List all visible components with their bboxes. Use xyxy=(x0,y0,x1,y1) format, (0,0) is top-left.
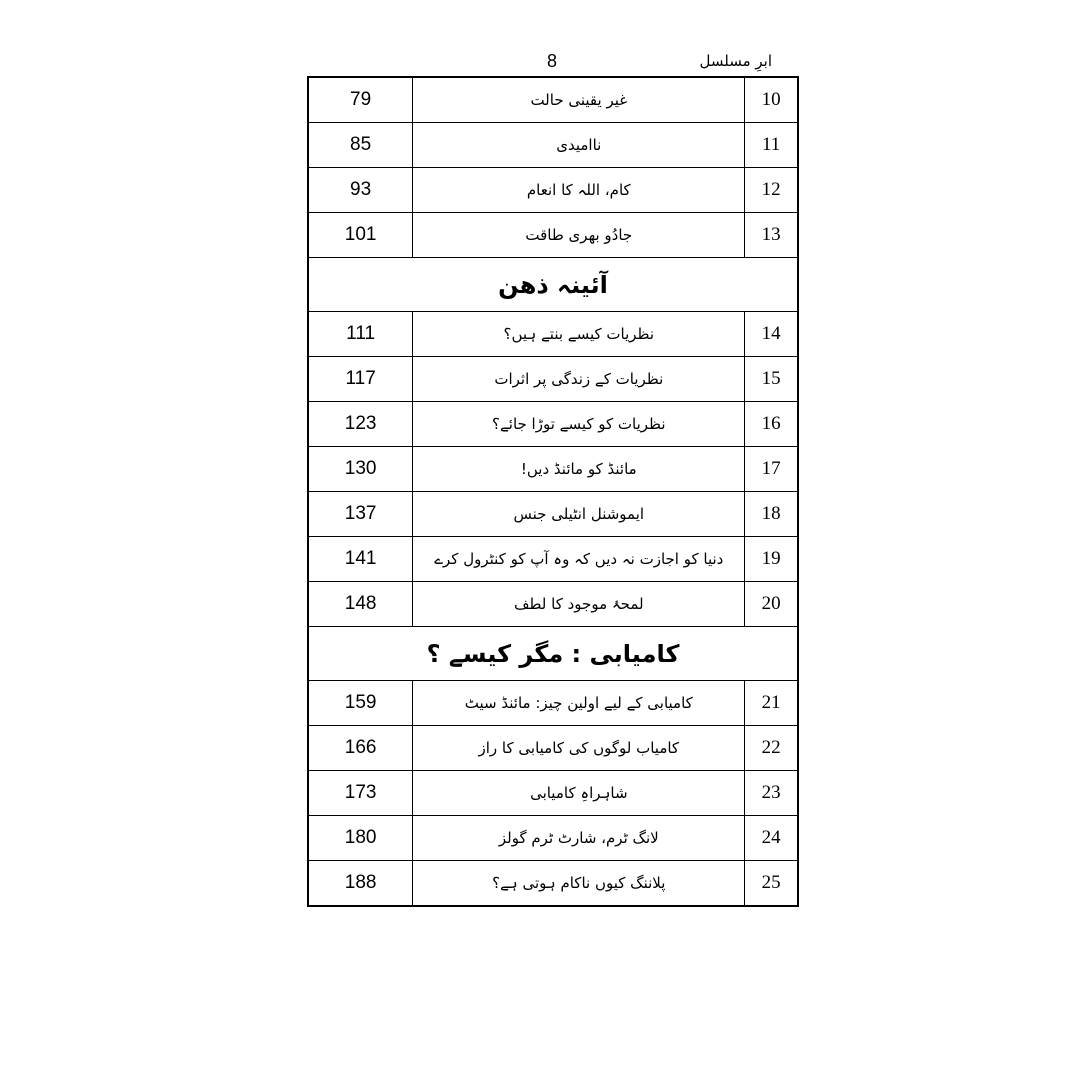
toc-chapter-title: کامیاب لوگوں کی کامیابی کا راز xyxy=(413,726,745,771)
toc-chapter-title: نظریات کے زندگی پر اثرات xyxy=(413,357,745,402)
toc-chapter-number: 19 xyxy=(745,537,798,582)
toc-row xyxy=(308,582,798,627)
toc-chapter-number: 20 xyxy=(745,582,798,627)
toc-page-number: 159 xyxy=(308,681,413,726)
toc-page-number: 137 xyxy=(308,492,413,537)
toc-page-number: 166 xyxy=(308,726,413,771)
section-heading: آئینہ ذھن xyxy=(308,258,798,312)
toc-chapter-number: 14 xyxy=(745,312,798,357)
section-heading-row xyxy=(308,627,798,681)
toc-row xyxy=(308,213,798,258)
book-title: ابرِ مسلسل xyxy=(699,52,772,70)
toc-row xyxy=(308,492,798,537)
toc-chapter-title: مائنڈ کو مائنڈ دیں! xyxy=(413,447,745,492)
toc-page-number: 180 xyxy=(308,816,413,861)
toc-chapter-number: 18 xyxy=(745,492,798,537)
toc-row xyxy=(308,537,798,582)
toc-page-number: 141 xyxy=(308,537,413,582)
section-heading: کامیابی : مگر کیسے ؟ xyxy=(308,627,798,681)
toc-row xyxy=(308,771,798,816)
toc-chapter-number: 15 xyxy=(745,357,798,402)
page-header xyxy=(307,50,798,76)
toc-row xyxy=(308,447,798,492)
toc-chapter-number: 17 xyxy=(745,447,798,492)
toc-page-number: 85 xyxy=(308,123,413,168)
toc-page-number: 101 xyxy=(308,213,413,258)
toc-chapter-number: 16 xyxy=(745,402,798,447)
toc-row xyxy=(308,312,798,357)
toc-chapter-number: 12 xyxy=(745,168,798,213)
toc-chapter-title: غیر یقینی حالت xyxy=(413,77,745,123)
toc-page-number: 148 xyxy=(308,582,413,627)
toc-row xyxy=(308,681,798,726)
toc-chapter-title: شاہراہِ کامیابی xyxy=(413,771,745,816)
toc-page-number: 130 xyxy=(308,447,413,492)
toc-chapter-title: پلاننگ کیوں ناکام ہوتی ہے؟ xyxy=(413,861,745,907)
toc-row xyxy=(308,402,798,447)
toc-chapter-title: نظریات کو کیسے توڑا جائے؟ xyxy=(413,402,745,447)
toc-chapter-number: 24 xyxy=(745,816,798,861)
toc-chapter-title: ایموشنل انٹیلی جنس xyxy=(413,492,745,537)
toc-row xyxy=(308,816,798,861)
toc-chapter-number: 22 xyxy=(745,726,798,771)
toc-chapter-title: لمحۂ موجود کا لطف xyxy=(413,582,745,627)
section-heading-row xyxy=(308,258,798,312)
toc-chapter-number: 10 xyxy=(745,77,798,123)
toc-chapter-number: 21 xyxy=(745,681,798,726)
toc-row xyxy=(308,123,798,168)
toc-page-number: 111 xyxy=(308,312,413,357)
toc-chapter-title: دنیا کو اجازت نہ دیں کہ وہ آپ کو کنٹرول کرے xyxy=(413,537,745,582)
table-of-contents xyxy=(307,76,799,907)
toc-page-number: 188 xyxy=(308,861,413,907)
toc-page-number: 123 xyxy=(308,402,413,447)
toc-chapter-number: 11 xyxy=(745,123,798,168)
page-number: 8 xyxy=(547,51,558,71)
toc-chapter-title: نظریات کیسے بنتے ہیں؟ xyxy=(413,312,745,357)
toc-row xyxy=(308,168,798,213)
toc-chapter-title: لانگ ٹرم، شارٹ ٹرم گولز xyxy=(413,816,745,861)
toc-chapter-number: 25 xyxy=(745,861,798,907)
toc-chapter-number: 23 xyxy=(745,771,798,816)
toc-row xyxy=(308,357,798,402)
toc-chapter-title: جادُو بھری طاقت xyxy=(413,213,745,258)
toc-page-number: 117 xyxy=(308,357,413,402)
toc-chapter-title: کام، اللہ کا انعام xyxy=(413,168,745,213)
toc-row xyxy=(308,726,798,771)
toc-row xyxy=(308,861,798,907)
toc-row xyxy=(308,77,798,123)
toc-chapter-title: کامیابی کے لیے اولین چیز: مائنڈ سیٹ xyxy=(413,681,745,726)
toc-page-number: 173 xyxy=(308,771,413,816)
toc-chapter-title: ناامیدی xyxy=(413,123,745,168)
toc-page-number: 93 xyxy=(308,168,413,213)
toc-chapter-number: 13 xyxy=(745,213,798,258)
toc-page-number: 79 xyxy=(308,77,413,123)
